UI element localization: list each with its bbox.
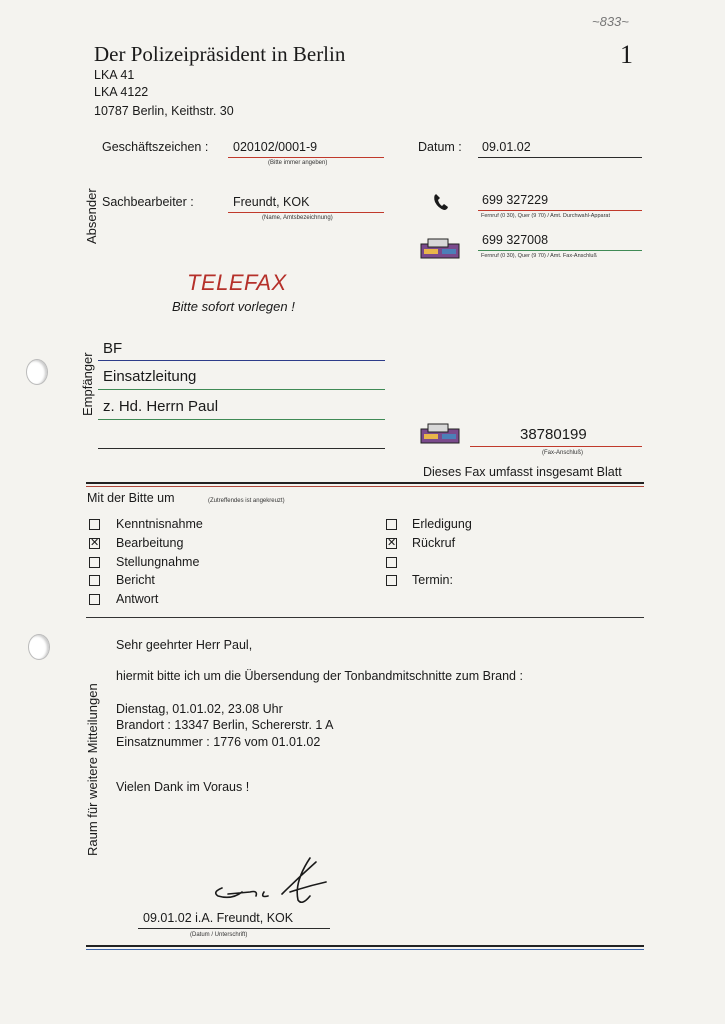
request-note: (Zutreffendes ist angekreuzt) <box>208 498 285 504</box>
phone-number: 699 327229 <box>482 193 549 207</box>
pages-text: Dieses Fax umfasst insgesamt Blatt <box>423 465 622 479</box>
detail-location: Brandort : 13347 Berlin, Schererstr. 1 A <box>116 718 334 732</box>
checkbox-antwort[interactable] <box>89 594 100 605</box>
label-bearbeitung: Bearbeitung <box>116 536 184 550</box>
divider-top-color <box>86 486 644 487</box>
label-rueckruf: Rückruf <box>412 536 456 550</box>
clerk-value: Freundt, KOK <box>233 195 310 209</box>
recipient-line-2: Einsatzleitung <box>103 368 197 385</box>
label-erledigung: Erledigung <box>412 517 472 531</box>
label-antwort: Antwort <box>116 592 159 606</box>
page-mark: ~833~ <box>592 14 629 29</box>
date-underline <box>478 157 642 158</box>
checkbox-bericht[interactable] <box>89 575 100 586</box>
reference-label: Geschäftszeichen : <box>102 140 209 154</box>
divider-middle <box>86 617 644 618</box>
sender-fax-note: Fernruf (0 30), Quer (9 70) / Amt. Fax-Anschluß <box>481 253 597 259</box>
recipient-fax-note: (Fax-Anschluß) <box>542 450 584 456</box>
reference-value: 020102/0001-9 <box>233 140 318 154</box>
checkbox-erledigung[interactable] <box>386 519 397 530</box>
closing: Vielen Dank im Voraus ! <box>116 780 250 794</box>
request-label: Mit der Bitte um <box>87 491 175 505</box>
recipient-fax-number: 38780199 <box>520 426 587 443</box>
salutation: Sehr geehrter Herr Paul, <box>116 638 253 652</box>
checkbox-kenntnisnahme[interactable] <box>89 519 100 530</box>
divider-top <box>86 482 644 484</box>
recipient-vertical-label: Empfänger <box>80 352 95 416</box>
sender-fax-underline <box>478 250 642 251</box>
recipient-line-1: BF <box>103 340 123 357</box>
recipient-underline-3 <box>98 419 385 420</box>
telefax-subtitle: Bitte sofort vorlegen ! <box>172 299 295 314</box>
org-name: Der Polizeipräsident in Berlin <box>94 42 346 66</box>
page-number: 1 <box>620 40 633 69</box>
handwritten-signature <box>198 852 348 912</box>
clerk-label: Sachbearbeiter : <box>102 195 194 209</box>
telefax-title: TELEFAX <box>187 270 287 295</box>
recipient-underline-1 <box>98 360 385 361</box>
recipient-underline-2 <box>98 389 385 390</box>
date-value: 09.01.02 <box>482 140 531 154</box>
sender-vertical-label: Absender <box>84 188 99 244</box>
sender-fax-number: 699 327008 <box>482 233 549 247</box>
checkbox-termin[interactable] <box>386 575 397 586</box>
signature-note: (Datum / Unterschrift) <box>190 932 248 938</box>
reference-underline <box>228 157 384 158</box>
checkbox-stellungnahme[interactable] <box>89 557 100 568</box>
checkbox-blank[interactable] <box>386 557 397 568</box>
detail-operation-number: Einsatznummer : 1776 vom 01.01.02 <box>116 735 321 749</box>
divider-bottom-color <box>86 949 644 950</box>
clerk-underline <box>228 212 384 213</box>
date-label: Datum : <box>418 140 462 154</box>
department-1: LKA 41 <box>94 68 135 82</box>
label-kenntnisnahme: Kenntnisnahme <box>116 517 203 531</box>
phone-underline <box>478 210 642 211</box>
checkbox-rueckruf[interactable]: ✕ <box>387 537 397 549</box>
punch-hole-top <box>26 359 48 385</box>
signature-text: 09.01.02 i.A. Freundt, KOK <box>143 911 294 925</box>
department-2: LKA 4122 <box>94 85 149 99</box>
message-body: hiermit bitte ich um die Übersendung der Tonbandmitschnitte zum Brand : <box>116 669 523 683</box>
reference-note: (Bitte immer angeben) <box>268 160 328 166</box>
checkbox-bearbeitung[interactable]: ✕ <box>90 537 100 549</box>
label-termin: Termin: <box>412 573 453 587</box>
punch-hole-bottom <box>28 634 50 660</box>
clerk-note: (Name, Amtsbezeichnung) <box>262 215 333 221</box>
detail-date: Dienstag, 01.01.02, 23.08 Uhr <box>116 702 283 716</box>
phone-icon <box>433 193 449 211</box>
recipient-fax-icon <box>420 423 460 445</box>
phone-note: Fernruf (0 30), Quer (9 70) / Amt. Durchwahl-Apparat <box>481 213 610 219</box>
address: 10787 Berlin, Keithstr. 30 <box>94 104 234 118</box>
signature-underline <box>138 928 330 929</box>
label-stellungnahme: Stellungnahme <box>116 555 200 569</box>
recipient-fax-underline <box>470 446 642 447</box>
label-bericht: Bericht <box>116 573 155 587</box>
divider-bottom <box>86 945 644 947</box>
fax-machine-icon <box>420 238 460 260</box>
message-vertical-label: Raum für weitere Mitteilungen <box>85 683 100 856</box>
recipient-underline-4 <box>98 448 385 449</box>
recipient-line-3: z. Hd. Herrn Paul <box>103 398 219 415</box>
